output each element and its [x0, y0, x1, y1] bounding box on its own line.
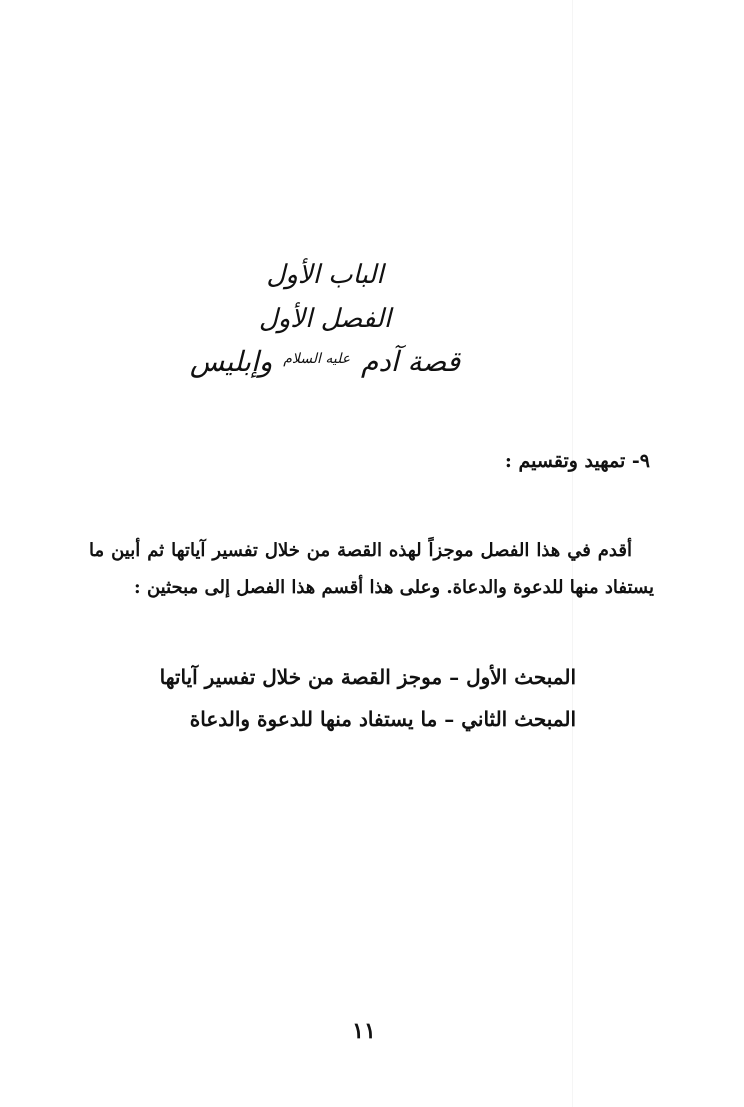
list-item: المبحث الثاني – ما يستفاد منها للدعوة والدعاة [189, 707, 576, 731]
chapter-title: الفصل الأول [258, 304, 392, 334]
page-number: ١١ [352, 1018, 376, 1044]
story-title-prefix: قصة آدم [361, 345, 461, 378]
story-title [180, 345, 470, 378]
title-block [180, 262, 470, 376]
list-item: المبحث الأول – موجز القصة من خلال تفسير آياتها [159, 665, 576, 689]
story-title-suffix: وإبليس [189, 345, 273, 378]
honorific: عليه السلام [283, 351, 351, 367]
topics-list [66, 656, 576, 740]
part-title: الباب الأول [266, 260, 384, 290]
intro-paragraph [89, 532, 654, 606]
section-heading: ٩- تمهيد وتقسيم : [504, 450, 650, 472]
intro-paragraph-text: أقدم في هذا الفصل موجزاً لهذه القصة من خلال تفسير آياتها ثم أبين ما يستفاد منها للدعوة والدعاة. وعلى هذا أقسم هذا الفصل إلى مبحثين : [89, 540, 654, 598]
